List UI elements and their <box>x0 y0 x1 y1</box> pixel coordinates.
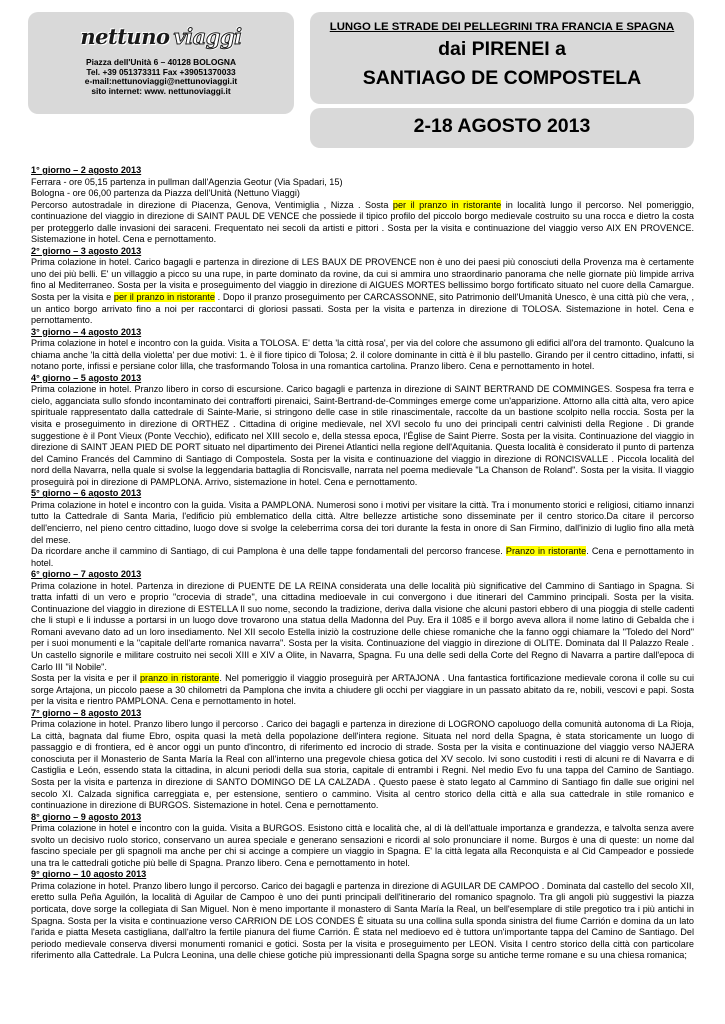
paragraph-text: Prima colazione in hotel. Carico bagagli e partenza in direzione di LES BAUX DE PROVENCE non è uno dei paesi più conosciuti della Provenza ma è certamente uno dei più belli. E' un villaggio a picco su una rupe, in parte dominato da rovine, da cui si ammira uno straordinario panorama che nelle giornate più limpide arriva fino al Mediterraneo. Sosta per la visita e proseguimento del viaggio in direzione di AIGUES MORTES bellissimo borgo fortificato situato nel cuore della Camargue. Sosta per la visita e <box>31 257 694 303</box>
day-heading: 1° giorno – 2 agosto 2013 <box>31 165 142 175</box>
logo-text-right: viaggi <box>173 23 242 49</box>
agency-logo <box>80 18 242 54</box>
paragraph-text: Prima colazione in hotel. Pranzo libero lungo il percorso. Carico dei bagagli e partenza in direzione di AGUILAR DE CAMPOO . Dominata dal castello del secolo XII, eretto sulla Peña Aguilón, la località di Aguilar de Campoo è uno dei punti principali dell'itinerario del romanico spagnolo. Tra gli angoli più suggestivi la piazza porticata, dove sorge la collegiata di San Miguel. Non è meno importante il monastero di Santa María la Real, un bell'esemplare di stile pregotico tra i più antichi in Spagna. Sosta per la visita e continuazione verso CARRION DE LOS CONDES È situata su una collina sulla sponda sinistra del fiume Carrión e domina da un lato l'arida e piatta Meseta castigliana, dall'altro la fertile pianura del fiume Carrión. È stata nel medioevo ed è tuttora un'importante tappa del Camino de Santiago. Del periodo medievale conserva diversi monumenti romanici e gotici. Sosta per la visita e proseguimento per LEON. Visita I centro storico della città con particolare riferimento alla Cattedrale. La Pulcra Leonina, una delle chiese gotiche più impressionanti della Spagna sorge su antiche terme romane e su una chiesa romanica; <box>31 880 694 961</box>
day-section <box>31 708 694 812</box>
day-paragraph <box>31 881 694 962</box>
paragraph-text: Prima colazione in hotel e incontro con la guida. Visita a PAMPLONA. Numerosi sono i motivi per visitare la città. Tra i monumento storici e religiosi, citiamo innanzi tutto la Cattedrale di Santa Maria, l'edificio più emblematico della città. Altre bellezze artistiche sono disseminate per il centro storico.Da citare il percorso dell'encierro, nel pieno centro cittadino, luogo dove si svolge la celeberrima corsa dei tori durante la festa in onore di San Firmino, dall'inizio di luglio fino alla metà del mese. <box>31 499 694 545</box>
highlighted-lunch-note: per il pranzo in ristorante <box>113 292 215 303</box>
agency-header-box <box>28 12 294 114</box>
agency-email: e-mail:nettunoviaggi@nettunoviaggi.it <box>84 76 238 87</box>
day-paragraph <box>31 546 694 569</box>
logo-text-left: nettuno <box>80 23 170 49</box>
day-paragraph <box>31 673 694 708</box>
day-section <box>31 327 694 373</box>
trip-title-line1: dai PIRENEI a <box>438 38 566 60</box>
day-paragraph <box>31 257 694 326</box>
agency-website: sito internet: www. nettunoviaggi.it <box>91 85 231 96</box>
agency-phone: Tel. +39 051373311 Fax +39051370033 <box>86 66 236 77</box>
day-paragraph <box>31 200 694 246</box>
day-paragraph <box>31 823 694 869</box>
day-heading: 2° giorno – 3 agosto 2013 <box>31 245 142 256</box>
day-section <box>31 569 694 708</box>
day-section <box>31 165 694 246</box>
highlighted-lunch-note: per il pranzo in ristorante <box>392 199 502 210</box>
paragraph-text: Ferrara - ore 05,15 partenza in pullman dall'Agenzia Geotur (Via Spadari, 15) <box>31 176 343 187</box>
paragraph-text: . Cena e pernottamento in hotel. <box>31 546 694 568</box>
paragraph-text: Prima colazione in hotel. Pranzo libero lungo il percorso . Carico dei bagagli e partenza in direzione di LOGRONO capoluogo della comunità autonoma di La Rioja, La città, bagnata dal fiume Ebro, ospita quasi la metà della popolazione dell'intera regione. Situata nel nord della Spagna, è stata storicamente un luogo di passaggio e di frontiera, ed è ancor oggi un punto d'incontro, di riferimento ed incrocio di strade. Sosta per la visita e continuazione del viaggio verso NAJERA conosciuta per il Monasterio de Santa María la Real con all'interno una pregevole chiesa gotica del XV secolo. Ivi sono custoditi i resti di alcuni re di Navarra e di Castiglia e León, essendo stata la cittadina, in alcuni periodi della sua storia, capitale di entrambi i Regni. Nel medio Evo fu una tappa del Camino de Santiago. Sosta per la visita e partenza in direzione di SANTO DOMINGO DE LA CALZADA . Questo paese è stato legato al Cammino di Santiago fin dalle sue origini nel secolo XI. Calzada significa carreggiata e, per estensione, sentiero o cammino. Visita al centro storico della città e alla sua cattedrale in stile romanico e continuazione in direzione di BURGOS. Sistemazione in hotel. Cena e pernottamento. <box>31 719 694 811</box>
trip-dates-box <box>310 108 694 148</box>
paragraph-text: Prima colazione in hotel. Partenza in direzione di PUENTE DE LA REINA considerata una delle località più significative del Cammino di Santiago in Spagna. Si tratta infatti di un vero e proprio "crocevia di strade", una cittadina medioevale in cui convergono i due itinerari del Cammino principali. Sosta per la visita. Continuazione del viaggio in direzione di ESTELLA Il suo nome, secondo la tradizione, deriva dalla visione che alcuni pastori ebbero di una pioggia di stelle cadenti che li stupì e li indusse a portarsi in un luogo dove trovarono una statua della Madonna del Puy. Era il 1085 e il borgo aveva allora il nome latino di Gebalda che i Romani avevano dato ad un loro insediamento. Nel XII secolo Estella iniziò la costruzione delle chiese romaniche che la fanno oggi chiamare la "Toledo del Nord" per i suoi monumenti e la "capitale dell'arte romanica navarra". Sosta per la visita. Continuazione del viaggio in direzione di OLITE. Dominata dal Il Palazzo Reale . Un castello signorile e militare costruito nei secoli XIII e XIV a Olite, in Navarra, Spagna. Fu una delle sedi della Corte del Regno di Navarra a partire dall'epoca di Carlo III "il Nobile". <box>31 580 694 672</box>
trip-subtitle: LUNGO LE STRADE DEI PELLEGRINI TRA FRANCIA E SPAGNA <box>329 21 675 33</box>
paragraph-text: Bologna - ore 06,00 partenza da Piazza dell'Unità (Nettuno Viaggi) <box>31 188 300 199</box>
day-section <box>31 488 694 569</box>
itinerary-body <box>31 165 694 962</box>
agency-contact-info <box>28 58 294 96</box>
trip-dates: 2-18 AGOSTO 2013 <box>413 115 591 137</box>
paragraph-text: Sosta per la visita e per il <box>31 673 140 684</box>
paragraph-text: Percorso autostradale in direzione di Piacenza, Genova, Ventimiglia , Nizza . Sosta <box>31 199 393 210</box>
day-paragraph <box>31 177 694 189</box>
trip-title-line2: SANTIAGO DE COMPOSTELA <box>362 67 642 89</box>
paragraph-text: . Nel pomeriggio il viaggio proseguirà per ARTAJONA . Una fantastica fortificazione medievale corona il colle su cui sorge Artajona, un piccolo paese a 30 chilometri da Pamplona che invita a chiudere gli occhi per viaggiare in un passato abitato da re, nobili, vescovi e papi. Sosta per la visita e rientro PAMPLONA. Cena e pernottamento in hotel. <box>31 673 694 707</box>
paragraph-text: Prima colazione in hotel e incontro con la guida. Visita a BURGOS. Esistono città e località che, al di là dell'attuale importanza e grandezza, e talvolta senza avere svolto un decisivo ruolo storico, conservano un aurea speciale e generano sensazioni e ricordi al solo pronunciare il nome. Burgos è una di queste: un nome dal fascino speciale per gli spagnoli ma anche per chi si accinge a compiere un viaggio in Spagna. E' la città legata alla Reconquista e al Cid Campeador e possiede una tra le cattedrali gotiche più belle di Spagna. Pranzo libero. Cena e pernottamento in hotel. <box>31 823 694 868</box>
trip-title-box <box>310 12 694 104</box>
day-heading: 4° giorno – 5 agosto 2013 <box>31 372 142 383</box>
highlighted-lunch-note: pranzo in ristorante <box>139 673 220 684</box>
day-heading: 8° giorno – 9 agosto 2013 <box>31 811 142 822</box>
agency-address: Piazza dell'Unità 6 – 40128 BOLOGNA <box>85 57 236 67</box>
paragraph-text: Da ricordare anche il cammino di Santiago, di cui Pamplona è una delle tappe fondamentali del percorso francese. <box>31 546 506 557</box>
day-section <box>31 812 694 870</box>
day-heading: 7° giorno – 8 agosto 2013 <box>31 707 142 718</box>
day-paragraph <box>31 500 694 546</box>
day-paragraph <box>31 384 694 488</box>
highlighted-lunch-note: Pranzo in ristorante <box>505 546 587 557</box>
day-heading: 9° giorno – 10 agosto 2013 <box>31 869 147 880</box>
day-section <box>31 373 694 488</box>
paragraph-text: . Dopo il pranzo proseguimento per CARCASSONNE, sito Patrimonio dell'Umanità Unesco, è una città più che vera, , un antico borgo arrivato fino a noi per raccontarci di gloriosi passati. Sosta per la visita e partenza in direzione di TOLOSA. Sistemazione in hotel. Cena e pernottamento. <box>31 292 695 326</box>
day-heading: 6° giorno – 7 agosto 2013 <box>31 569 142 580</box>
day-heading: 5° giorno – 6 agosto 2013 <box>31 488 142 499</box>
day-section <box>31 246 694 327</box>
paragraph-text: Prima colazione in hotel. Pranzo libero in corso di escursione. Carico bagagli e partenza in direzione di SAINT BERTRAND DE COMMINGES. Sospesa fra terra e cielo, agganciata sullo sfondo incontaminato dei contrafforti pirenaici, Saint-Bertrand-de-Comminges emerge come un'apparizione. Attorno alla città alta, vero apice spirituale rappresentato dalla cattedrale di Sainte-Marie, si stringono delle case in stile rinascimentale, raccolte da un bastione scolpito nella roccia. Sosta per la visita e proseguimento in direzione di ORTHEZ . Cittadina di origine medievale, nel XVI secolo fu uno dei principali centri calvinisti della Regione . Di grande suggestione è il Pont Vieux (Ponte Vecchio), edificato nel XIII secolo e, della stessa epoca, l'Église de Saint Pierre. Sosta per la visita. Continuazione del viaggio in direzione di SAINT JEAN PIED DE PORT situato nel dipartimento dei Pirenei Atlantici nella regione dell'Aquitania. Questa località è considerato il punto di partenza del Camino Francés del Cammino di Santiago di Compostela. Sosta per la visita e continuazione del viaggio in direzione di RONCISVALLE . Piccola località del nord della Navarra, nella quale si svolse la leggendaria battaglia di Roncisvalle, narrata nel poema medievale "La Chanson de Roland". Sosta per la visita. Il viaggio proseguirà poi in direzione di PAMPLONA. Arrivo, sistemazione in hotel. Cena e pernottamento. <box>31 384 694 487</box>
day-heading: 3° giorno – 4 agosto 2013 <box>31 326 142 337</box>
day-paragraph <box>31 581 694 673</box>
day-paragraph <box>31 719 694 811</box>
day-paragraph <box>31 338 694 373</box>
day-section <box>31 869 694 961</box>
day-paragraph <box>31 188 694 200</box>
paragraph-text: in località lungo il percorso. Nel pomeriggio, continuazione del viaggio in direzione di SAINT PAUL DE VENCE che possiede il tipico profilo del piccolo borgo medievale costruito su una rocca e dietro la costa per proteggerlo dalle invasioni dei saraceni. Frequentato nei secoli da artisti e pittori . Sosta per la visita e continuazione del viaggio verso AIX EN PROVENCE. Sistemazione in hotel. Cena e pernottamento. <box>31 199 695 245</box>
paragraph-text: Prima colazione in hotel e incontro con la guida. Visita a TOLOSA. E' detta 'la città rosa', per via del colore che assumono gli edifici all'ora del tramonto. Qualcuno la chiama anche 'la città della violetta' per due motivi: 1. è il fiore tipico di Tolosa; 2. il colore dominante in città è il blu pastello. Girando per il centro cittadino, infatti, si notano porte, infissi e persiane color lilla, che trasformando Tolosa in una romantica cartolina. Pranzo libero. Cena e pernottamento in hotel. <box>31 338 694 372</box>
